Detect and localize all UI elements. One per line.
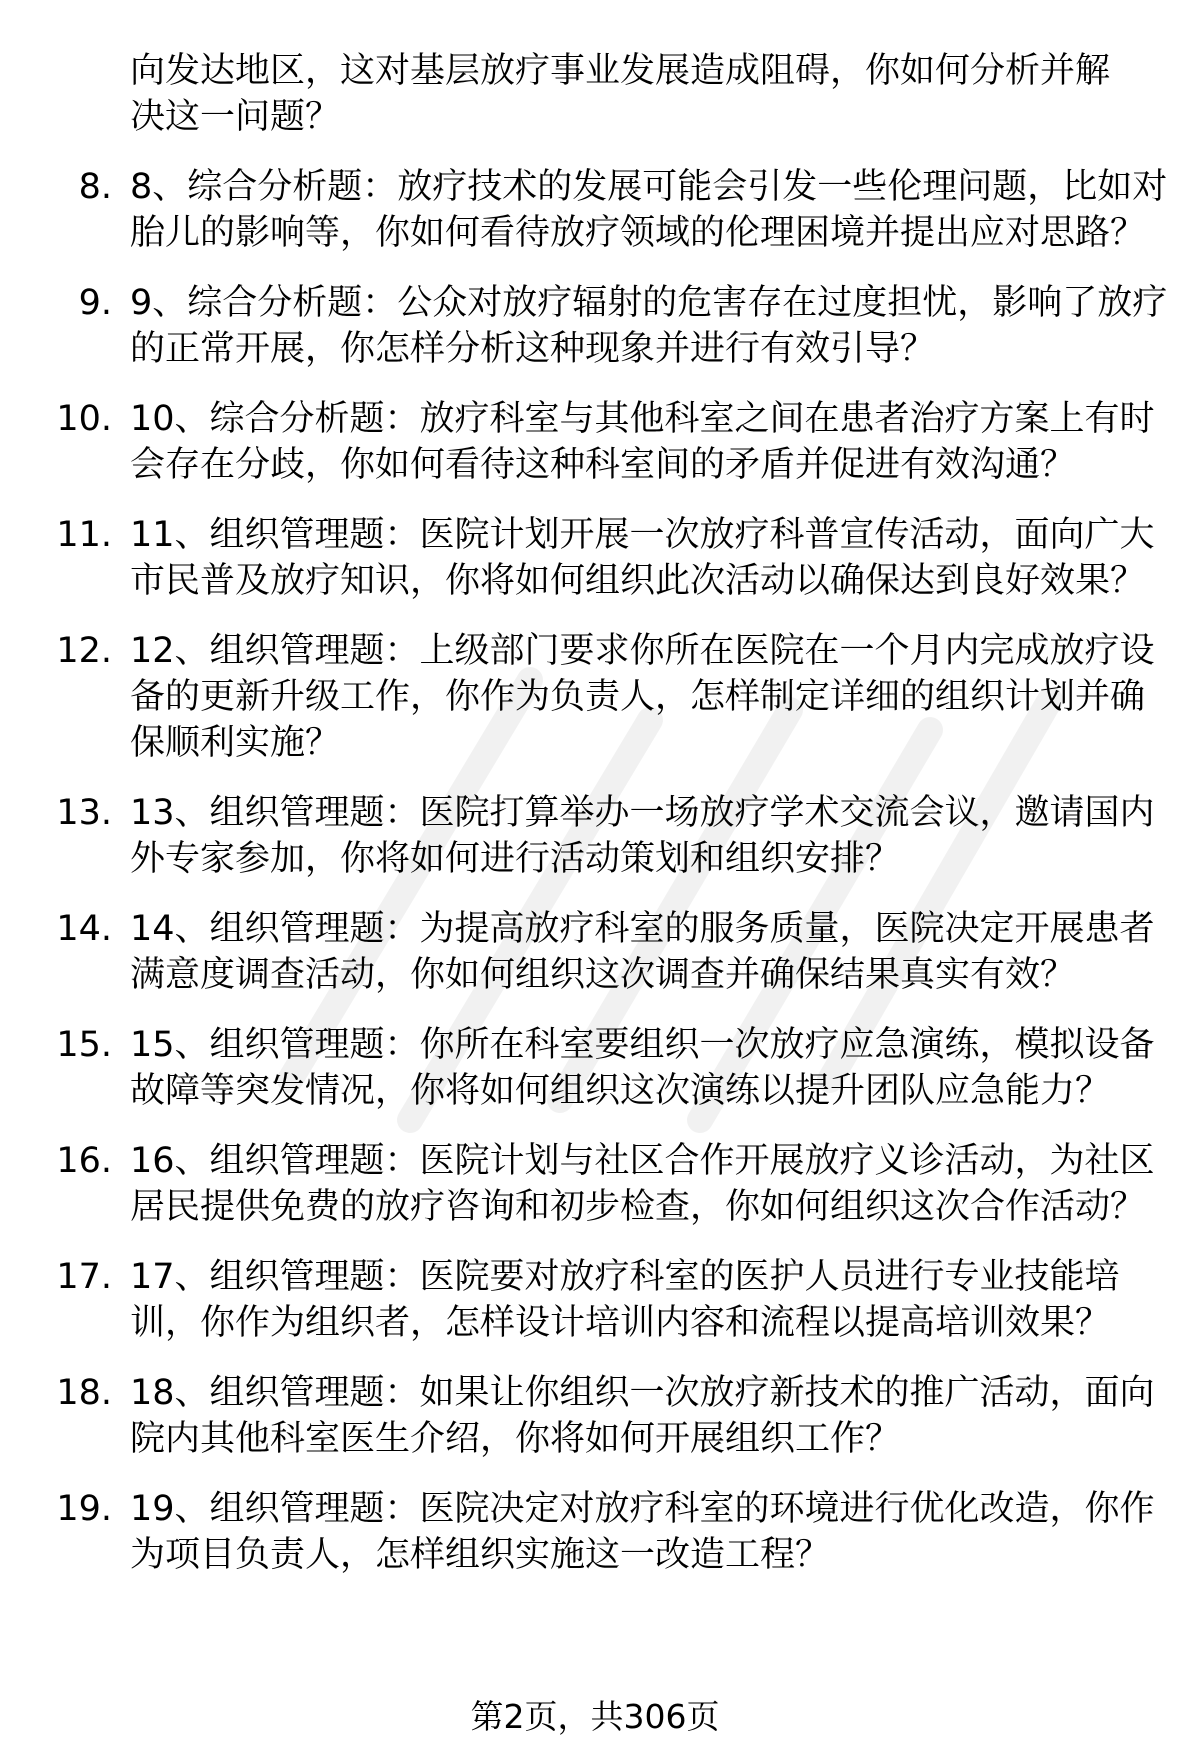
question-text: 11、组织管理题：医院计划开展一次放疗科普宣传活动，面向广大市民普及放疗知识，你将如何组织此次活动以确保达到良好效果？: [130, 515, 1155, 601]
list-number: 16.: [56, 1141, 112, 1181]
question-item-14: [0, 906, 1190, 998]
question-text: 16、组织管理题：医院计划与社区合作开展放疗义诊活动，为社区居民提供免费的放疗咨询和初步检查，你如何组织这次合作活动？: [130, 1141, 1155, 1227]
question-text: 12、组织管理题：上级部门要求你所在医院在一个月内完成放疗设备的更新升级工作，你作为负责人，怎样制定详细的组织计划并确保顺利实施？: [130, 631, 1155, 763]
question-item-15: [0, 1022, 1190, 1114]
question-text: 10、综合分析题：放疗科室与其他科室之间在患者治疗方案上有时会存在分歧，你如何看待这种科室间的矛盾并促进有效沟通？: [130, 399, 1155, 485]
list-number: 18.: [56, 1373, 112, 1413]
list-number: 17.: [56, 1257, 112, 1297]
question-item-9: [0, 280, 1190, 372]
question-text: 14、组织管理题：为提高放疗科室的服务质量，医院决定开展患者满意度调查活动，你如何组织这次调查并确保结果真实有效？: [130, 909, 1155, 995]
question-item-19: [0, 1486, 1190, 1578]
list-number: 14.: [56, 909, 112, 949]
question-item-17: [0, 1254, 1190, 1346]
question-item-13: [0, 790, 1190, 882]
continuation-line: 决这一问题？: [130, 97, 341, 137]
list-number: 9.: [78, 283, 112, 323]
list-number: 11.: [56, 515, 112, 555]
list-number: 12.: [56, 631, 112, 671]
question-text: 15、组织管理题：你所在科室要组织一次放疗应急演练，模拟设备故障等突发情况，你将如何组织这次演练以提升团队应急能力？: [130, 1025, 1155, 1111]
question-text: 13、组织管理题：医院打算举办一场放疗学术交流会议，邀请国内外专家参加，你将如何进行活动策划和组织安排？: [130, 793, 1155, 879]
list-number: 13.: [56, 793, 112, 833]
question-item-10: [0, 396, 1190, 488]
question-item-12: [0, 628, 1190, 766]
list-number: 8.: [78, 167, 112, 207]
question-item-8: [0, 164, 1190, 256]
list-number: 15.: [56, 1025, 112, 1065]
continuation-line: 向发达地区，这对基层放疗事业发展造成阻碍，你如何分析并解: [130, 51, 1111, 91]
list-number: 19.: [56, 1489, 112, 1529]
question-text: 18、组织管理题：如果让你组织一次放疗新技术的推广活动，面向院内其他科室医生介绍，你将如何开展组织工作？: [130, 1373, 1155, 1459]
question-text: 8、综合分析题：放疗技术的发展可能会引发一些伦理问题，比如对胎儿的影响等，你如何看待放疗领域的伦理困境并提出应对思路？: [130, 167, 1168, 253]
list-number: 10.: [56, 399, 112, 439]
document-body: [0, 48, 1190, 1578]
question-text: 17、组织管理题：医院要对放疗科室的医护人员进行专业技能培训，你作为组织者，怎样设计培训内容和流程以提高培训效果？: [130, 1257, 1120, 1343]
question-item-16: [0, 1138, 1190, 1230]
page-footer: 第2页，共306页: [470, 1697, 720, 1736]
question-item-11: [0, 512, 1190, 604]
question-item-18: [0, 1370, 1190, 1462]
question-text: 9、综合分析题：公众对放疗辐射的危害存在过度担忧，影响了放疗的正常开展，你怎样分析这种现象并进行有效引导？: [130, 283, 1168, 369]
question-text: 19、组织管理题：医院决定对放疗科室的环境进行优化改造，你作为项目负责人，怎样组织实施这一改造工程？: [130, 1489, 1155, 1575]
